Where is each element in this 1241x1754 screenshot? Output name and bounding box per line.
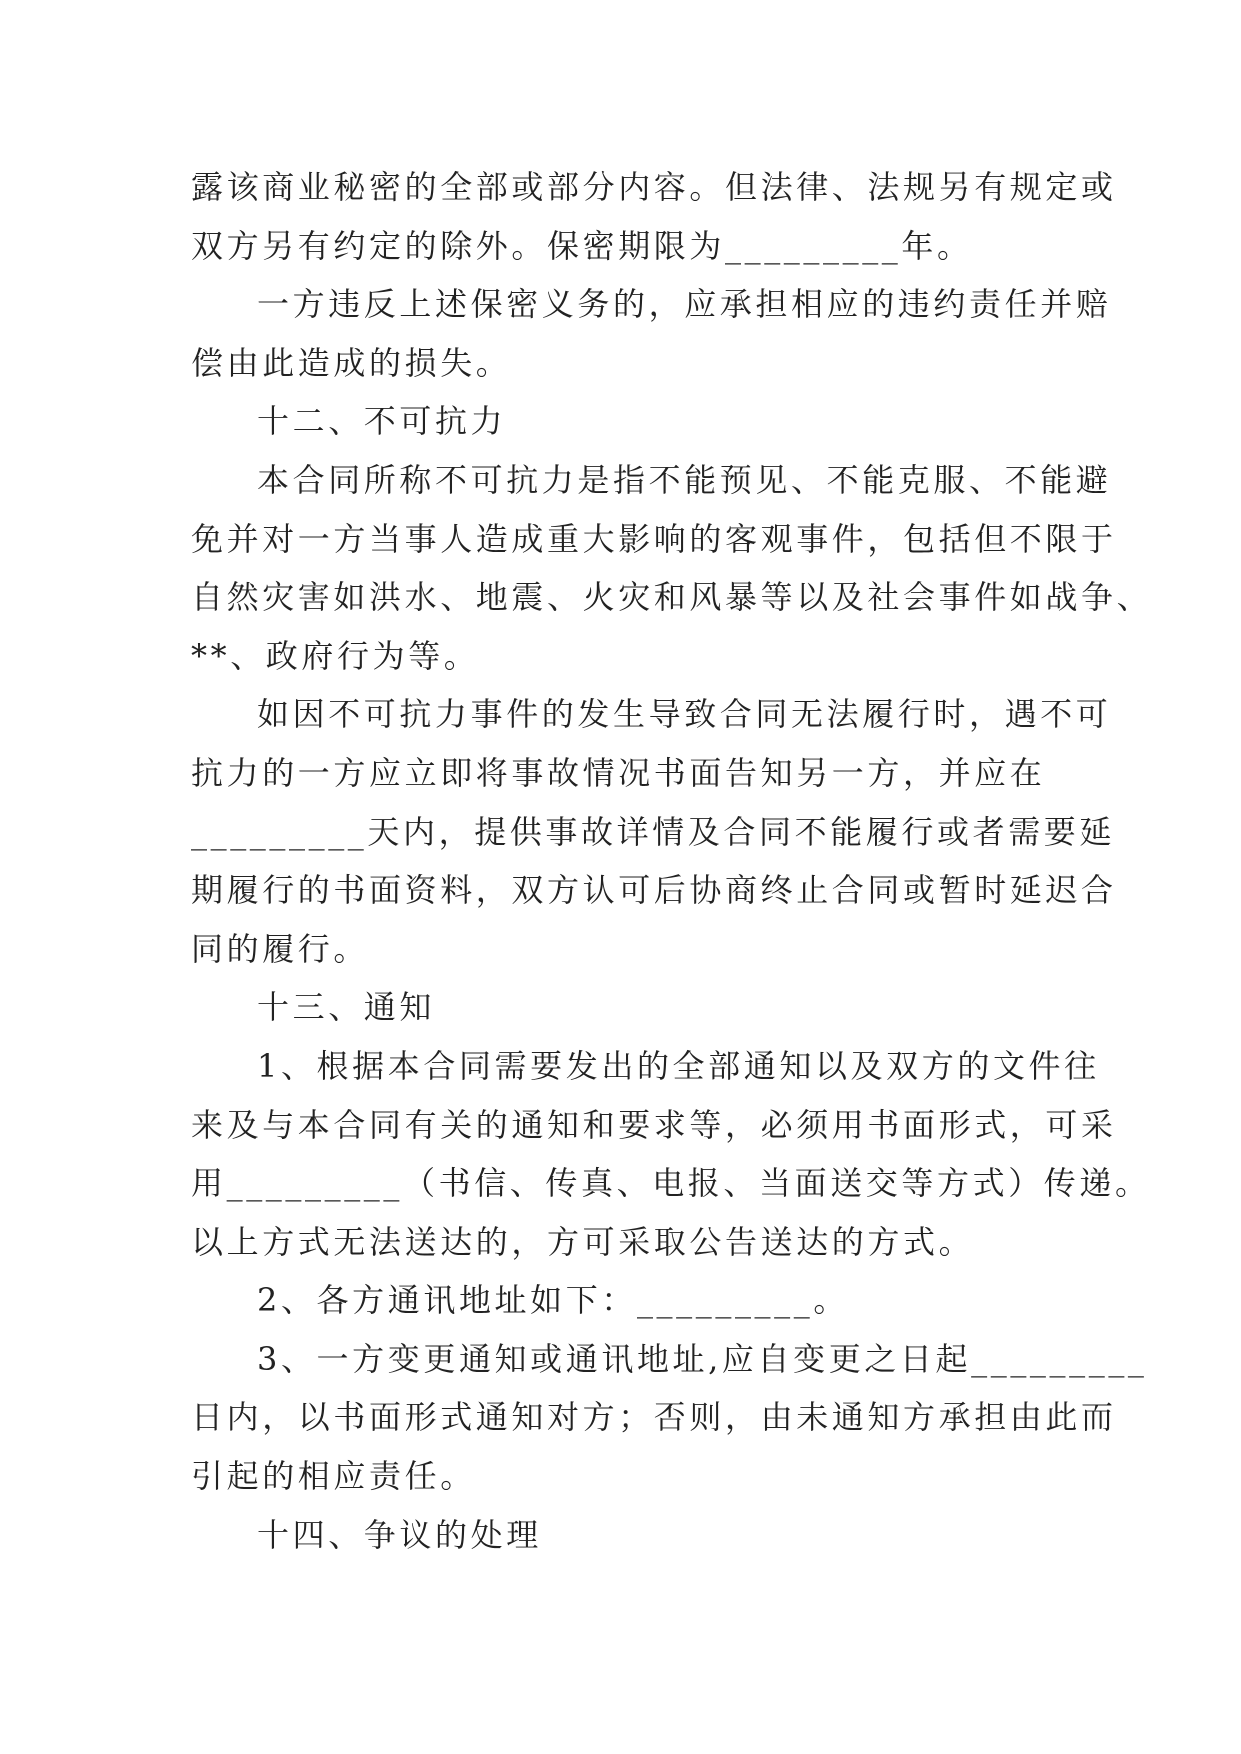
paragraph-start-line: 如因不可抗力事件的发生导致合同无法履行时，遇不可 (257, 695, 1112, 734)
paragraph-start-line: 3、一方变更通知或通讯地址,应自变更之日起_________ (257, 1339, 1148, 1378)
body-line: 以上方式无法送达的，方可采取公告送达的方式。 (191, 1222, 975, 1261)
body-line: 日内，以书面形式通知对方；否则，由未通知方承担由此而 (191, 1398, 1117, 1437)
body-line: 同的履行。 (191, 929, 370, 968)
body-line: 来及与本合同有关的通知和要求等，必须用书面形式，可采 (191, 1105, 1117, 1144)
body-line: 双方另有约定的除外。保密期限为_________年。 (191, 226, 973, 265)
body-line: 期履行的书面资料，双方认可后协商终止合同或暂时延迟合 (191, 871, 1117, 910)
section-heading-12: 十二、不可抗力 (257, 402, 507, 441)
body-line: 用_________（书信、传真、电报、当面送交等方式）传递。 (191, 1164, 1151, 1203)
document-body (191, 158, 1153, 1564)
section-heading-14: 十四、争议的处理 (257, 1515, 542, 1554)
body-line: 偿由此造成的损失。 (191, 343, 512, 382)
body-line: 露该商业秘密的全部或部分内容。但法律、法规另有规定或 (191, 168, 1117, 206)
paragraph-start-line: 一方违反上述保密义务的，应承担相应的违约责任并赔 (257, 285, 1112, 324)
section-heading-13: 十三、通知 (257, 988, 436, 1027)
body-line: **、政府行为等。 (191, 636, 480, 675)
paragraph-start-line: 2、各方通讯地址如下：_________。 (257, 1281, 849, 1320)
paragraph-start-line: 1、根据本合同需要发出的全部通知以及双方的文件往 (257, 1046, 1100, 1085)
body-line: 自然灾害如洪水、地震、火灾和风暴等以及社会事件如战争、 (191, 578, 1153, 617)
body-line: 免并对一方当事人造成重大影响的客观事件，包括但不限于 (191, 519, 1117, 558)
body-line: 引起的相应责任。 (191, 1457, 476, 1496)
body-line: _________天内，提供事故详情及合同不能履行或者需要延 (191, 812, 1116, 851)
body-line: 抗力的一方应立即将事故情况书面告知另一方，并应在 (191, 753, 1046, 792)
paragraph-start-line: 本合同所称不可抗力是指不能预见、不能克服、不能避 (257, 460, 1112, 499)
